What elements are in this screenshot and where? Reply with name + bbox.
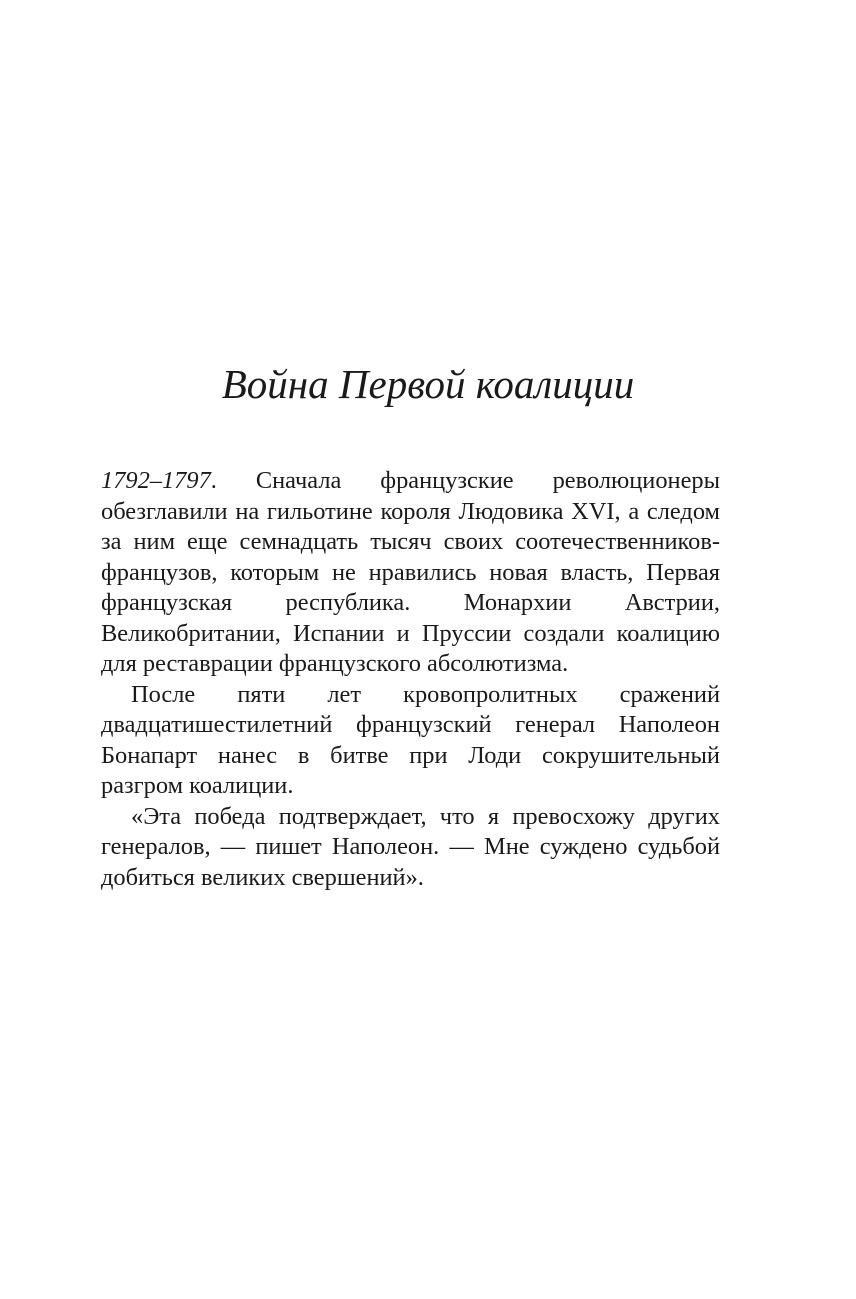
- paragraph-3: «Эта победа подтверждает, что я превосхожу других генералов, — пишет Наполеон. — Мне суждено судьбой добиться великих свершений».: [101, 802, 720, 891]
- paragraph-1-text: . Сначала французские революционеры обезглавили на гильотине короля Людовика XVI, а следом за ним еще семнадцать тысяч своих соотечественников-французов, которым не нравились новая власть, Первая французская республика. Монархии Австрии, Великобритании, Испании и Пруссии создали коалицию для реставрации французского абсолютизма.: [101, 467, 720, 677]
- paragraph-1: [101, 466, 720, 680]
- date-range: 1792–1797: [101, 467, 211, 494]
- chapter-body: [101, 466, 720, 893]
- paragraph-2: После пяти лет кровопролитных сражений двадцатишестилетний французский генерал Наполеон Бонапарт нанес в битве при Лоди сокрушительный разгром коалиции.: [101, 680, 720, 799]
- chapter-title: Война Первой коалиции: [221, 361, 635, 407]
